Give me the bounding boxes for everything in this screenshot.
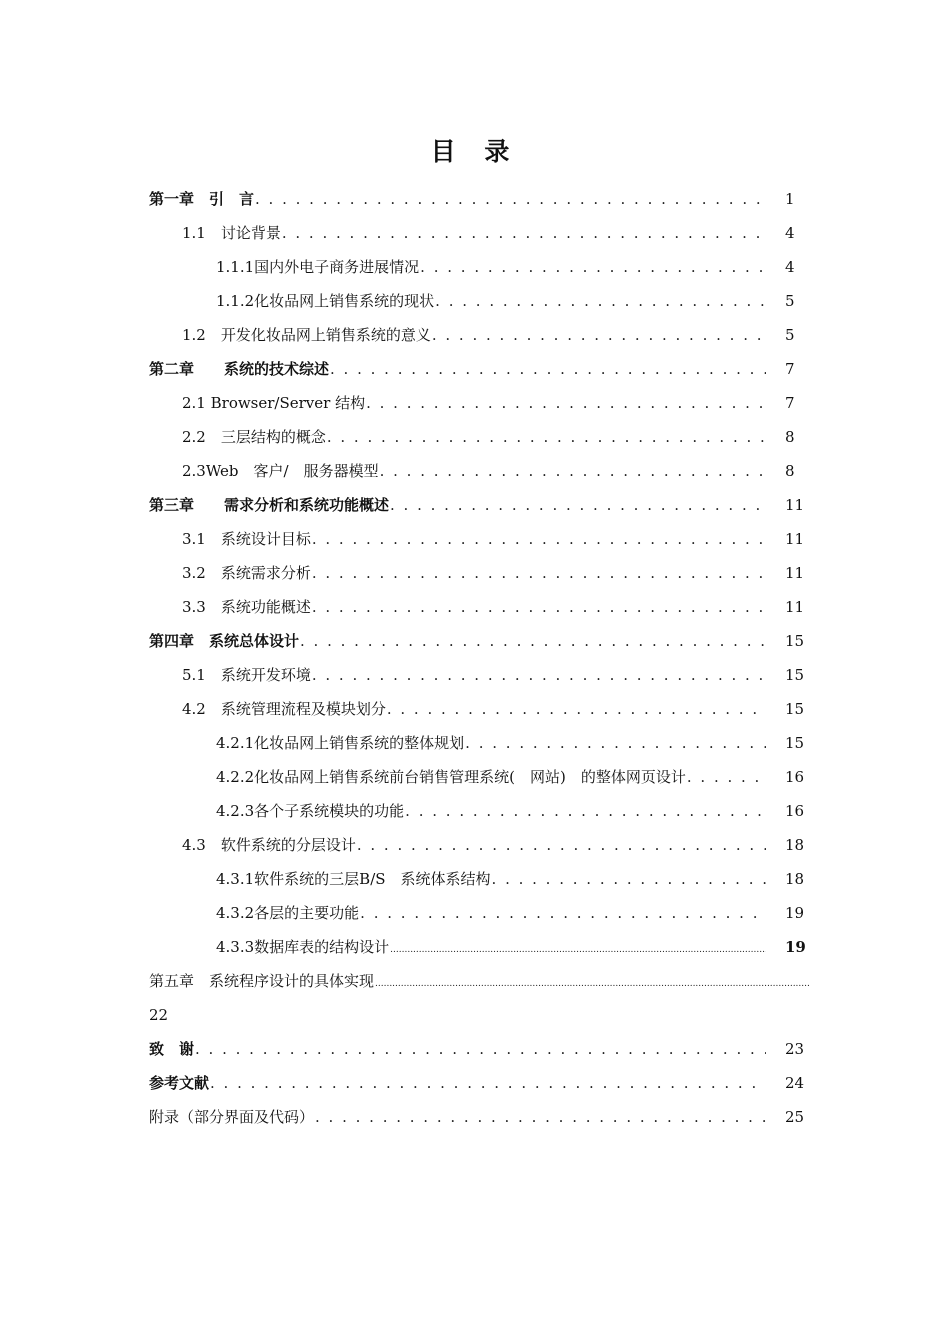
dot-leader — [326, 420, 766, 454]
dot-leader — [386, 692, 766, 726]
dot-leader — [464, 726, 766, 760]
toc-entry-page: 18 — [785, 870, 805, 888]
toc-entry-page: 8 — [785, 428, 795, 446]
toc-entry-text: 第三章 需求分析和系统功能概述 — [149, 496, 390, 514]
dot-leader — [356, 828, 766, 862]
toc-entry[interactable] — [149, 318, 849, 352]
toc-entry-page: 16 — [785, 802, 805, 820]
dot-leader — [431, 318, 766, 352]
toc-entry[interactable] — [149, 964, 849, 998]
toc-entry-text: 第一章 引 言 — [149, 190, 255, 208]
toc-entry-page: 7 — [785, 360, 795, 378]
toc-entry-text: 3.1 系统设计目标 — [182, 530, 311, 548]
toc-entry[interactable] — [149, 828, 849, 862]
toc-entry-page: 16 — [785, 768, 805, 786]
toc-entry[interactable] — [149, 454, 849, 488]
toc-entry-text: 1.1 讨论背景 — [182, 224, 281, 242]
toc-entry-page: 11 — [785, 598, 805, 616]
dot-leader — [209, 1066, 766, 1100]
toc-entry-page: 5 — [785, 326, 795, 344]
toc-entry-text: 2.3Web 客户/ 服务器模型 — [182, 462, 379, 480]
toc-entry-text: 2.1 Browser/Server 结构 — [182, 394, 366, 412]
toc-entry-text: 4.2.2化妆品网上销售系统前台销售管理系统( 网站) 的整体网页设计 — [216, 768, 686, 786]
toc-entry-page: 15 — [785, 666, 805, 684]
toc-entry-text: 3.2 系统需求分析 — [182, 564, 311, 582]
toc-entry[interactable] — [149, 182, 849, 216]
dot-leader — [311, 556, 766, 590]
toc-entry-text: 第五章 系统程序设计的具体实现 — [149, 972, 375, 990]
toc-entry-page: 25 — [785, 1108, 805, 1126]
toc-entry-page: 18 — [785, 836, 805, 854]
dot-leader — [491, 862, 766, 896]
toc-entry-page: 8 — [785, 462, 795, 480]
dot-leader — [389, 488, 766, 522]
toc-entry-page: 4 — [785, 258, 795, 276]
dot-leader — [329, 352, 766, 386]
table-of-contents — [149, 182, 849, 1134]
dot-leader — [389, 930, 766, 967]
toc-entry-page: 24 — [785, 1074, 805, 1092]
toc-entry[interactable] — [149, 624, 849, 658]
dot-leader — [311, 590, 766, 624]
toc-entry[interactable] — [149, 692, 849, 726]
dot-leader — [359, 896, 766, 930]
dot-leader — [254, 182, 766, 216]
toc-entry-page: 19 — [785, 904, 805, 922]
toc-entry-text: 参考文献 — [149, 1074, 210, 1092]
toc-entry-text: 1.1.2化妆品网上销售系统的现状 — [216, 292, 435, 310]
dot-leader — [311, 522, 766, 556]
toc-entry[interactable] — [149, 420, 849, 454]
toc-title: 目 录 — [430, 137, 520, 166]
dot-leader — [311, 658, 766, 692]
toc-entry-text: 第二章 系统的技术综述 — [149, 360, 330, 378]
dot-leader — [419, 250, 766, 284]
toc-entry-text: 4.2.1化妆品网上销售系统的整体规划 — [216, 734, 465, 752]
toc-entry[interactable] — [149, 556, 849, 590]
toc-entry-text: 1.2 开发化妆品网上销售系统的意义 — [182, 326, 431, 344]
toc-entry-text: 3.3 系统功能概述 — [182, 598, 311, 616]
toc-entry[interactable] — [149, 760, 849, 794]
toc-entry-text: 4.2.3各个子系统模块的功能 — [216, 802, 405, 820]
toc-entry-text: 4.3 软件系统的分层设计 — [182, 836, 356, 854]
toc-entry[interactable] — [149, 862, 849, 896]
toc-entry-page: 15 — [785, 734, 805, 752]
toc-entry[interactable] — [149, 1066, 849, 1100]
toc-entry-text: 2.2 三层结构的概念 — [182, 428, 326, 446]
toc-entry[interactable] — [149, 352, 849, 386]
toc-entry-page: 19 — [785, 938, 806, 956]
dot-leader — [314, 1100, 766, 1134]
toc-entry[interactable] — [149, 658, 849, 692]
toc-entry[interactable] — [149, 590, 849, 624]
dot-leader — [365, 386, 766, 420]
toc-entry[interactable] — [149, 250, 849, 284]
toc-entry[interactable] — [149, 216, 849, 250]
toc-entry-page: 15 — [785, 632, 805, 650]
toc-entry-page: 11 — [785, 564, 805, 582]
toc-entry[interactable] — [149, 896, 849, 930]
toc-entry[interactable] — [149, 386, 849, 420]
dot-leader — [281, 216, 766, 250]
toc-entry-page: 7 — [785, 394, 795, 412]
toc-entry[interactable] — [149, 488, 849, 522]
toc-entry-page: 5 — [785, 292, 795, 310]
toc-entry[interactable] — [149, 930, 849, 964]
toc-entry-text: 4.3.2各层的主要功能 — [216, 904, 360, 922]
toc-entry[interactable] — [149, 1100, 849, 1134]
toc-entry-text: 致 谢 — [149, 1040, 195, 1058]
toc-entry-text: 1.1.1国内外电子商务进展情况 — [216, 258, 420, 276]
toc-entry[interactable] — [149, 726, 849, 760]
toc-entry-page: 23 — [785, 1040, 805, 1058]
toc-entry-text: 5.1 系统开发环境 — [182, 666, 311, 684]
toc-entry[interactable] — [149, 794, 849, 828]
dot-leader — [404, 794, 766, 828]
toc-entry-page: 11 — [785, 496, 805, 514]
toc-entry-page-wrapped: 22 — [149, 1006, 169, 1024]
toc-entry-page: 4 — [785, 224, 795, 242]
toc-entry-text: 4.3.1软件系统的三层B/S 系统体系结构 — [216, 870, 491, 888]
toc-entry-page: 15 — [785, 700, 805, 718]
toc-entry-text: 4.3.3数据库表的结构设计 — [216, 938, 390, 956]
dot-leader — [299, 624, 766, 658]
toc-entry[interactable] — [149, 1032, 849, 1066]
toc-entry-text: 4.2 系统管理流程及模块划分 — [182, 700, 386, 718]
dot-leader — [374, 964, 809, 1001]
toc-entry[interactable] — [149, 284, 849, 318]
dot-leader — [686, 760, 766, 794]
toc-entry-page: 1 — [785, 190, 795, 208]
toc-entry[interactable] — [149, 522, 849, 556]
toc-entry-text: 附录（部分界面及代码） — [149, 1108, 315, 1126]
toc-entry-page: 11 — [785, 530, 805, 548]
dot-leader — [434, 284, 766, 318]
toc-entry-text: 第四章 系统总体设计 — [149, 632, 300, 650]
dot-leader — [194, 1032, 766, 1066]
dot-leader — [379, 454, 766, 488]
